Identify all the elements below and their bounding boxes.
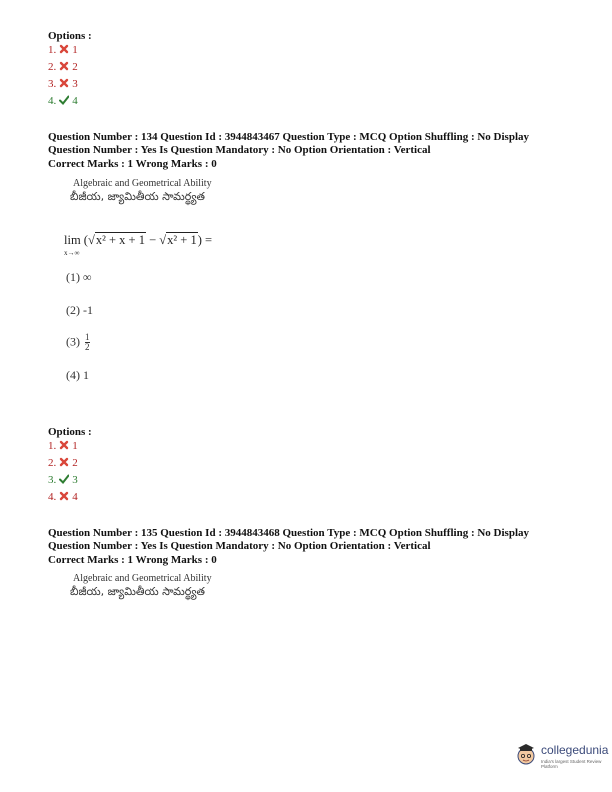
limit-operator: lim [64, 233, 81, 247]
option-row [48, 61, 78, 74]
option-value: 1 [72, 44, 78, 56]
option-row [48, 44, 78, 57]
answer-choice: (2) -1 [66, 303, 93, 317]
option-value: 4 [72, 95, 78, 107]
option-row [48, 440, 78, 453]
logo-wordmark: collegedunia [541, 743, 609, 757]
question-info-line: Question Number : 135 Question Id : 3944843468 Question Type : MCQ Option Shuffling : No Display [48, 527, 530, 539]
section-title-telugu: బీజీయ, జ్యామితీయ సామర్థ్యత [70, 585, 205, 598]
logo-tagline: India's largest Student Review Platform [541, 759, 602, 769]
question-info-line: Question Number : Yes Is Question Mandatory : No Option Orientation : Vertical [48, 144, 431, 156]
option-row [48, 78, 78, 91]
section-title-english: Algebraic and Geometrical Ability [73, 573, 212, 584]
check-icon [56, 95, 69, 107]
answer-choice: (3) $\frac{1}{2}$ [66, 332, 90, 352]
answer-choice: (4) 1 [66, 368, 89, 382]
options-heading: Options : [48, 426, 92, 438]
option-row [48, 95, 78, 108]
marks-info: Correct Marks : 1 Wrong Marks : 0 [48, 554, 217, 566]
option-row [48, 474, 78, 487]
check-icon [56, 474, 69, 486]
options-heading: Options : [48, 30, 92, 42]
option-value: 2 [72, 61, 78, 73]
option-number: 3. [48, 78, 57, 90]
radical-term: x² + x + 1 [95, 233, 145, 247]
option-number: 2. [48, 61, 57, 73]
section-title-telugu: బీజీయ, జ్యామితీయ సామర్థ్యత [70, 190, 205, 203]
cross-icon [56, 457, 69, 469]
cross-icon [56, 78, 69, 90]
option-row [48, 491, 78, 504]
cross-icon [56, 440, 69, 452]
collegedunia-logo-icon [514, 744, 538, 771]
question-info-line: Question Number : 134 Question Id : 3944843467 Question Type : MCQ Option Shuffling : No Display [48, 131, 530, 143]
cross-icon [56, 61, 69, 73]
answer-choice: (1) ∞ [66, 270, 92, 284]
option-value: 4 [72, 491, 78, 503]
radical-term: x² + 1 [167, 233, 197, 247]
option-number: 1. [48, 440, 57, 452]
section-title-english: Algebraic and Geometrical Ability [73, 178, 212, 189]
option-number: 4. [48, 491, 57, 503]
option-number: 4. [48, 95, 57, 107]
marks-info: Correct Marks : 1 Wrong Marks : 0 [48, 158, 217, 170]
question-info-line: Question Number : Yes Is Question Mandatory : No Option Orientation : Vertical [48, 540, 431, 552]
question-expression: lim (√x² + x + 1 − √x² + 1) = [64, 233, 213, 247]
cross-icon [56, 491, 69, 503]
option-number: 2. [48, 457, 57, 469]
cross-icon [56, 44, 69, 56]
option-value: 2 [72, 457, 78, 469]
limit-subscript: x→∞ [64, 249, 80, 257]
option-number: 3. [48, 474, 57, 486]
option-row [48, 457, 78, 470]
fraction: $\frac{1}{2}$ [85, 332, 90, 352]
option-value: 3 [72, 78, 78, 90]
option-value: 3 [72, 474, 78, 486]
option-value: 1 [72, 440, 78, 452]
option-number: 1. [48, 44, 57, 56]
